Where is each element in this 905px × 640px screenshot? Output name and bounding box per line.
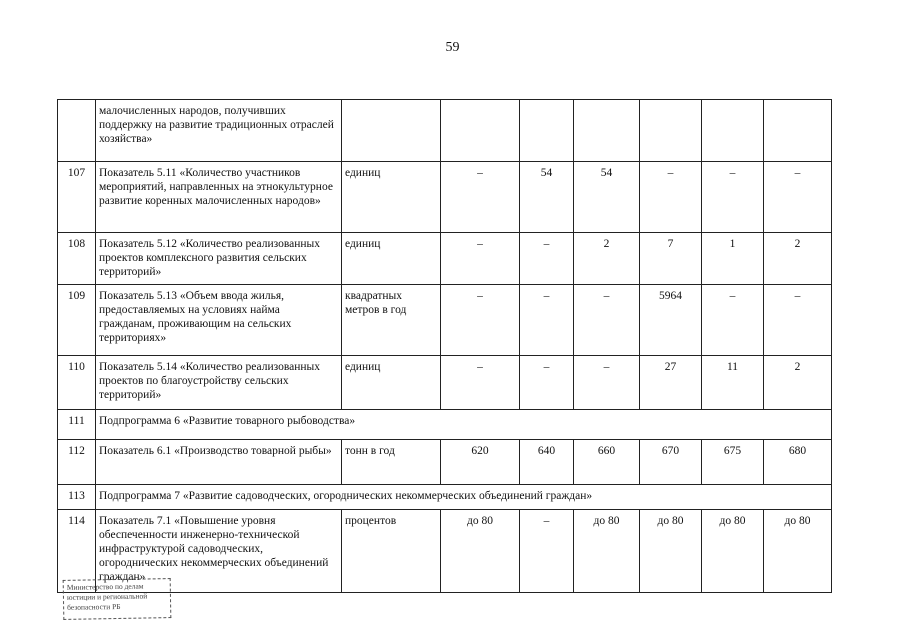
indicator-value: – bbox=[520, 285, 574, 356]
indicator-value bbox=[520, 100, 574, 162]
table-row bbox=[58, 100, 832, 162]
row-number: 114 bbox=[58, 510, 96, 593]
indicator-value: 2 bbox=[764, 356, 832, 410]
row-number: 113 bbox=[58, 485, 96, 510]
indicator-value: 7 bbox=[640, 233, 702, 285]
indicator-value bbox=[702, 100, 764, 162]
indicator-name: Показатель 5.13 «Объем ввода жилья, предоставляемых на условиях найма гражданам, проживающим на сельских территориях» bbox=[96, 285, 342, 356]
indicator-value bbox=[574, 100, 640, 162]
indicator-value: – bbox=[520, 510, 574, 593]
indicator-unit: единиц bbox=[342, 356, 441, 410]
indicator-value: 54 bbox=[520, 162, 574, 233]
table-row bbox=[58, 162, 832, 233]
indicator-value: – bbox=[764, 285, 832, 356]
indicator-unit: тонн в год bbox=[342, 440, 441, 485]
indicator-value: 11 bbox=[702, 356, 764, 410]
indicator-value: 27 bbox=[640, 356, 702, 410]
indicator-value: 640 bbox=[520, 440, 574, 485]
indicator-name: Показатель 7.1 «Повышение уровня обеспеченности инженерно-технической инфраструктурой садоводческих, огороднических некоммерческих объединений граждан» bbox=[96, 510, 342, 593]
row-number: 111 bbox=[58, 410, 96, 440]
stamp-line-1: Министерство по делам bbox=[66, 581, 144, 592]
subprogram-title: Подпрограмма 7 «Развитие садоводческих, огороднических некоммерческих объединений граждан» bbox=[96, 485, 832, 510]
table-row bbox=[58, 285, 832, 356]
indicator-value: 670 bbox=[640, 440, 702, 485]
indicator-name: Показатель 5.11 «Количество участников мероприятий, направленных на этнокультурное развитие коренных малочисленных народов» bbox=[96, 162, 342, 233]
indicator-unit bbox=[342, 100, 441, 162]
indicator-name: Показатель 5.12 «Количество реализованных проектов комплексного развития сельских территорий» bbox=[96, 233, 342, 285]
table-row bbox=[58, 356, 832, 410]
stamp-line-2: юстиции и региональной bbox=[66, 591, 148, 602]
indicator-value bbox=[640, 100, 702, 162]
indicator-value: – bbox=[702, 162, 764, 233]
subprogram-title: Подпрограмма 6 «Развитие товарного рыбоводства» bbox=[96, 410, 832, 440]
indicator-value: до 80 bbox=[702, 510, 764, 593]
indicators-table bbox=[57, 99, 832, 593]
indicator-value: до 80 bbox=[441, 510, 520, 593]
stamp-line-3: безопасности РБ bbox=[67, 601, 121, 612]
indicator-value: 5964 bbox=[640, 285, 702, 356]
indicator-value: – bbox=[520, 233, 574, 285]
indicator-value: – bbox=[574, 285, 640, 356]
indicator-value bbox=[441, 100, 520, 162]
row-number: 107 bbox=[58, 162, 96, 233]
indicator-unit: единиц bbox=[342, 162, 441, 233]
indicator-value: 2 bbox=[764, 233, 832, 285]
indicator-value: – bbox=[764, 162, 832, 233]
indicator-value: 680 bbox=[764, 440, 832, 485]
row-number: 109 bbox=[58, 285, 96, 356]
indicator-value: – bbox=[441, 162, 520, 233]
indicator-unit: процентов bbox=[342, 510, 441, 593]
registration-stamp bbox=[63, 578, 172, 620]
row-number bbox=[58, 100, 96, 162]
table-row bbox=[58, 233, 832, 285]
indicator-name: Показатель 5.14 «Количество реализованных проектов по благоустройству сельских территорий» bbox=[96, 356, 342, 410]
indicator-value: – bbox=[520, 356, 574, 410]
page-number: 59 bbox=[445, 40, 460, 55]
table-row bbox=[58, 410, 832, 440]
row-number: 108 bbox=[58, 233, 96, 285]
row-number: 110 bbox=[58, 356, 96, 410]
indicator-value: до 80 bbox=[764, 510, 832, 593]
indicator-value: до 80 bbox=[640, 510, 702, 593]
indicator-value: 620 bbox=[441, 440, 520, 485]
indicator-value: – bbox=[441, 356, 520, 410]
indicator-unit: единиц bbox=[342, 233, 441, 285]
indicator-value: 2 bbox=[574, 233, 640, 285]
indicator-value: – bbox=[441, 233, 520, 285]
indicator-name: Показатель 6.1 «Производство товарной рыбы» bbox=[96, 440, 342, 485]
indicator-value: 660 bbox=[574, 440, 640, 485]
indicator-value: – bbox=[640, 162, 702, 233]
indicator-value: – bbox=[574, 356, 640, 410]
table-row bbox=[58, 510, 832, 593]
table-row bbox=[58, 485, 832, 510]
indicator-value: – bbox=[702, 285, 764, 356]
indicator-value bbox=[764, 100, 832, 162]
row-number: 112 bbox=[58, 440, 96, 485]
table-row bbox=[58, 440, 832, 485]
indicator-value: 1 bbox=[702, 233, 764, 285]
indicator-value: 675 bbox=[702, 440, 764, 485]
indicator-value: – bbox=[441, 285, 520, 356]
indicator-value: до 80 bbox=[574, 510, 640, 593]
indicator-unit: квадратных метров в год bbox=[342, 285, 441, 356]
indicator-value: 54 bbox=[574, 162, 640, 233]
indicator-name: малочисленных народов, получивших поддержку на развитие традиционных отраслей хозяйства» bbox=[96, 100, 342, 162]
